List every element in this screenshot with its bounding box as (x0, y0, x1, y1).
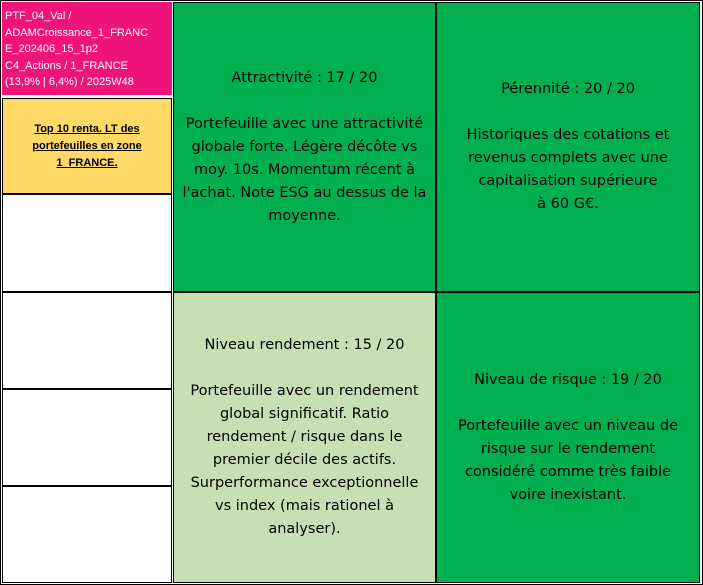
rendement-panel (173, 292, 436, 583)
attractivite-score: Attractivité : 17 / 20 (231, 69, 378, 86)
empty-cell-4 (2, 486, 172, 583)
attractivite-description: Portefeuille avec une attractivité globale forte. Légère décôte vs moy. 10s. Momentum récent à l'achat. Note ESG au dessus de la moyenne. (182, 115, 427, 224)
portfolio-title-line-4: C4_Actions / 1_FRANCE (5, 59, 128, 72)
rendement-description: Portefeuille avec un rendement global significatif. Ratio rendement / risque dans le premier décile des actifs. Surperformance exceptionnelle vs index (mais rationel à analyser). (190, 383, 419, 537)
attractivite-panel (173, 2, 436, 292)
portfolio-title-cell (2, 2, 172, 95)
perennite-panel (436, 2, 700, 292)
ranking-note-line-2: portefeuilles en zone (32, 139, 142, 152)
risque-score: Niveau de risque : 19 / 20 (474, 371, 662, 388)
portfolio-title-line-3: E_202406_15_1p2 (5, 43, 98, 55)
portfolio-title-line-1: PTF_04_Val / (5, 10, 72, 22)
ranking-note-cell (2, 98, 172, 194)
ranking-note-line-3: 1_FRANCE. (56, 156, 118, 169)
rendement-score: Niveau rendement : 15 / 20 (204, 337, 405, 353)
empty-cell-3 (2, 389, 172, 486)
portfolio-title-line-2: ADAMCroissance_1_FRANC (5, 26, 149, 39)
portfolio-title-line-5: (13,9% | 6,4%) / 2025W48 (5, 76, 134, 88)
ranking-note-line-1: Top 10 renta. LT des (34, 122, 140, 135)
perennite-description: Historiques des cotations et revenus complets avec une capitalisation supérieure à 60 G€. (466, 127, 670, 212)
risque-description: Portefeuille avec un niveau de risque sur le rendement considéré comme très faible voire inexistant. (458, 417, 678, 503)
empty-cell-2 (2, 292, 172, 389)
risque-panel (436, 292, 700, 583)
perennite-score: Pérennité : 20 / 20 (501, 81, 635, 97)
empty-cell-1 (2, 194, 172, 292)
